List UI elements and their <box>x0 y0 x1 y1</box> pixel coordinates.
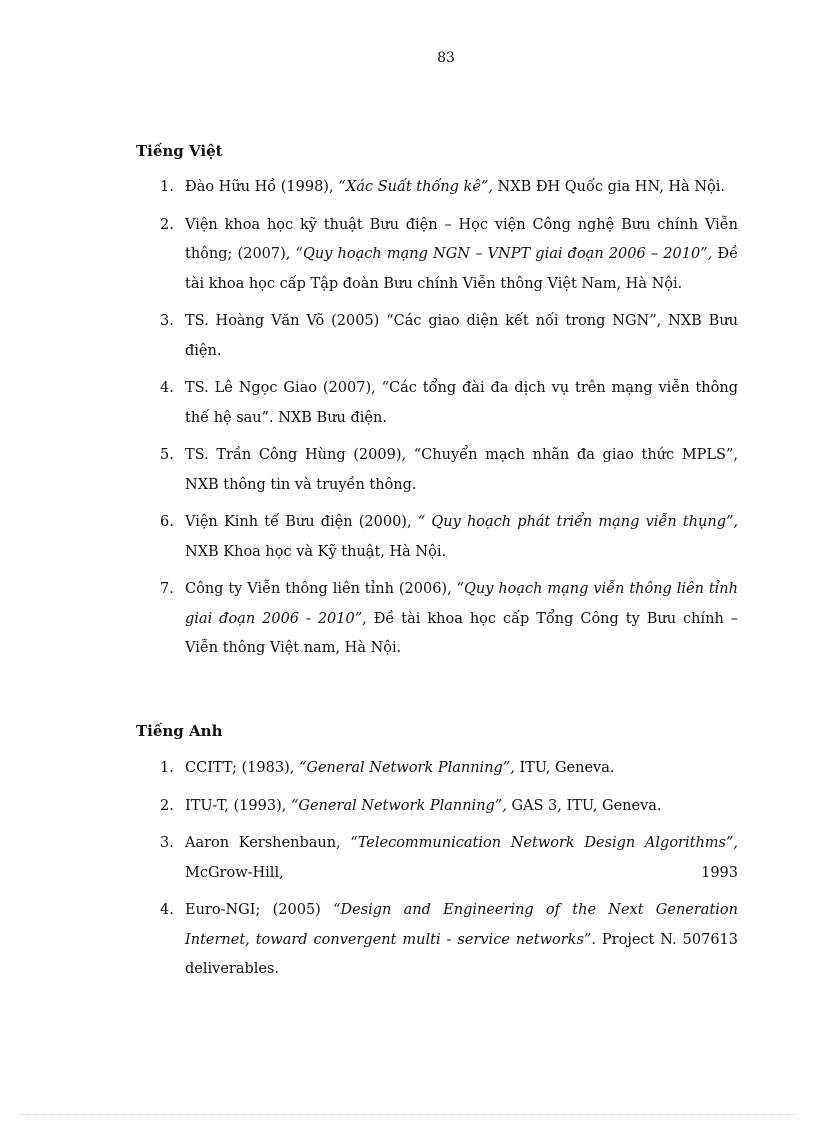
reference-text: ITU, Geneva. <box>514 760 615 776</box>
reference-text: Viện Kinh tế Bưu điện (2000), <box>185 514 418 530</box>
section-title-english: Tiếng Anh <box>136 722 223 740</box>
reference-item <box>160 792 738 822</box>
reference-text: TS. Lê Ngọc Giao (2007), “Các tổng đài đa dịch vụ trên mạng viễn thông thế hệ sau”. NXB Bưu điện. <box>185 380 738 426</box>
section-title-vietnamese: Tiếng Việt <box>136 142 223 160</box>
reference-text: NXB Khoa học và Kỹ thuật, Hà Nội. <box>185 543 447 560</box>
reference-title: “Design and Engineering of the Next Generation Internet, toward convergent multi - service networks”. <box>185 902 738 948</box>
reference-text: TS. Trần Công Hùng (2009), “Chuyển mạch nhãn đa giao thức MPLS”, NXB thông tin và truyền thông. <box>185 447 738 493</box>
reference-number: 3. <box>160 313 174 329</box>
reference-title: “Telecommunication Network Design Algorithms”, <box>350 835 738 851</box>
reference-list-vietnamese <box>160 173 738 672</box>
page-number: 83 <box>437 50 455 66</box>
reference-item <box>160 173 738 203</box>
reference-number: 6. <box>160 514 174 530</box>
reference-text: Đào Hữu Hồ (1998), <box>185 179 339 195</box>
reference-item <box>160 896 738 985</box>
reference-item <box>160 374 738 433</box>
reference-title: “Quy hoạch mạng viễn thông liên tỉnh giai đoạn 2006 - 2010” <box>185 581 738 627</box>
reference-title: “Xác Suất thống kê”, <box>338 179 493 195</box>
reference-list-english <box>160 754 738 993</box>
page-footer-divider <box>20 1114 796 1115</box>
reference-text: TS. Hoàng Văn Võ (2005) “Các giao diện kết nối trong NGN”, NXB Bưu điện. <box>185 313 738 359</box>
reference-title: “General Network Planning”, <box>298 760 515 776</box>
reference-text: Công ty Viễn thông liên tỉnh (2006), <box>185 581 457 597</box>
reference-text: Project N. 507613 deliverables. <box>185 931 738 977</box>
reference-item <box>160 575 738 664</box>
reference-item <box>160 829 738 888</box>
reference-number: 5. <box>160 447 174 463</box>
reference-number: 3. <box>160 835 174 851</box>
reference-number: 4. <box>160 380 174 396</box>
reference-item <box>160 307 738 366</box>
reference-number: 7. <box>160 581 174 597</box>
reference-title: “General Network Planning”, <box>290 797 507 814</box>
reference-number: 1. <box>160 760 174 776</box>
reference-number: 2. <box>160 216 174 233</box>
reference-text: Aaron Kershenbaun, <box>185 835 351 851</box>
reference-item <box>160 754 738 784</box>
reference-text: Viện khoa học kỹ thuật Bưu điện – Học viện Công nghệ Bưu chính Viễn thông; (2007), <box>185 216 738 262</box>
reference-title: “Quy hoạch mạng NGN – VNPT giai đoạn 2006 – 2010”, <box>295 246 713 262</box>
reference-text: Đề tài khoa học cấp Tập đoàn Bưu chính Viễn thông Việt Nam, Hà Nội. <box>185 246 738 292</box>
reference-number: 4. <box>160 902 174 918</box>
reference-text: GAS 3, ITU, Geneva. <box>506 797 662 814</box>
reference-item <box>160 508 738 567</box>
reference-number: 1. <box>160 179 174 195</box>
reference-number: 2. <box>160 797 174 814</box>
reference-text: CCITT; (1983), <box>185 760 299 776</box>
reference-text: ITU-T, (1993), <box>185 797 291 814</box>
reference-text: Euro-NGI; (2005) <box>185 902 334 918</box>
reference-text: NXB ĐH Quốc gia HN, Hà Nội. <box>492 179 725 195</box>
reference-title: “ Quy hoạch phát triển mạng viễn thụng”, <box>417 514 739 530</box>
reference-text: , Đề tài khoa học cấp Tổng Công ty Bưu chính – Viễn thông Việt nam, Hà Nội. <box>185 610 738 656</box>
reference-item <box>160 211 738 300</box>
reference-text: McGrow-Hill, 1993 <box>185 864 738 881</box>
reference-item <box>160 441 738 500</box>
